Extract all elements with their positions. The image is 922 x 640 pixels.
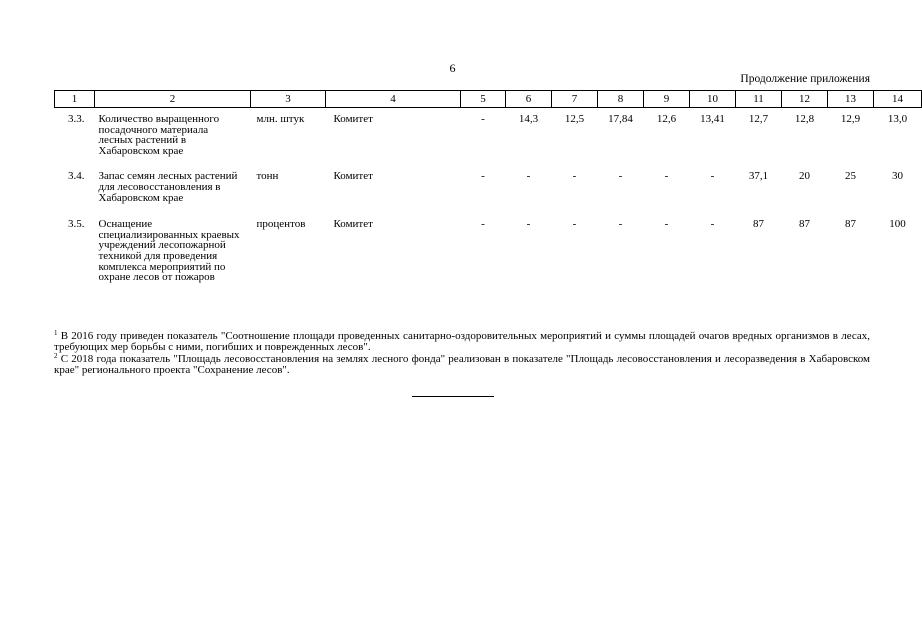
value-cell: - [572,170,577,183]
col-header: 10 [690,91,736,108]
indicator-name: Количество выращенного посадочного материала лесных растений в Хабаровском крае [98,113,220,157]
value-cell: - [481,218,485,231]
value-cell: 30 [892,170,903,183]
value-cell: - [710,218,715,231]
row-number: 3.4. [68,170,85,183]
end-separator-line [412,396,494,397]
continuation-label: Продолжение приложения [740,73,870,85]
col-header: 1 [55,91,95,108]
value-cell: - [664,218,669,231]
value-cell: - [481,113,485,125]
col-header: 7 [552,91,598,108]
footnote-2 [54,354,870,376]
col-header: 14 [874,91,922,108]
unit-cell: тонн [256,170,279,183]
footnote-text: С 2018 года показатель "Площадь лесовосстановления на землях лесного фонда" реализован в показателе "Площадь лесовосстановления и лесоразведения в Хабаровском крае" регионального проекта "Сохранение лесов". [54,353,871,376]
row-number: 3.5. [68,218,85,231]
value-cell: - [572,218,577,231]
value-cell: 12,6 [656,113,677,125]
col-header: 2 [95,91,251,108]
value-cell: 13,0 [887,113,908,125]
value-cell: 17,84 [608,113,633,125]
col-header: 5 [461,91,506,108]
value-cell: - [526,218,531,231]
col-header: 12 [782,91,828,108]
indicators-table [54,90,922,291]
col-header: 4 [326,91,461,108]
footnote-text: В 2016 году приведен показатель "Соотношение площади проведенных санитарно-оздоровительных мероприятий и суммы площадей очагов вредных организмов в лесах, требующих мер борьбы с ними, погибших и поврежденных лесов". [54,330,870,353]
executor-cell: Комитет [333,218,373,231]
footnote-mark: 1 [54,329,58,337]
value-cell: 87 [799,218,810,231]
indicator-name: Оснащение специализированных краевых учреждений лесопожарной техникой для проведения комплекса мероприятий по охране лесов от пожаров [98,218,240,284]
value-cell: - [710,170,715,183]
footnote-1 [54,331,870,353]
value-cell: 20 [799,170,810,183]
indicator-name: Запас семян лесных растений для лесовосстановления в Хабаровском крае [98,170,238,204]
value-cell: 25 [845,170,856,183]
value-cell: 87 [845,218,856,231]
unit-cell: процентов [256,218,306,231]
table-header-row [55,91,922,108]
footnotes [54,331,870,376]
value-cell: - [618,170,623,183]
value-cell: 12,5 [564,113,585,125]
page-number: 6 [449,61,456,75]
executor-cell: Комитет [333,113,373,125]
value-cell: - [618,218,623,231]
value-cell: 13,41 [700,113,725,125]
value-cell: 14,3 [518,113,539,125]
table-row [55,164,922,211]
col-header: 6 [506,91,552,108]
footnote-mark: 2 [54,352,58,360]
value-cell: 37,1 [748,170,769,183]
unit-cell: млн. штук [256,113,305,125]
table-row [55,108,922,165]
col-header: 13 [828,91,874,108]
row-number: 3.3. [68,113,85,125]
executor-cell: Комитет [333,170,373,183]
table-row [55,211,922,291]
value-cell: 12,8 [794,113,815,125]
value-cell: 12,7 [748,113,769,125]
value-cell: - [526,170,531,183]
value-cell: - [664,170,669,183]
value-cell: 87 [753,218,764,231]
value-cell: 12,9 [840,113,861,125]
col-header: 3 [251,91,326,108]
col-header: 11 [736,91,782,108]
col-header: 8 [598,91,644,108]
value-cell: 100 [889,218,906,231]
col-header: 9 [644,91,690,108]
value-cell: - [481,170,485,183]
